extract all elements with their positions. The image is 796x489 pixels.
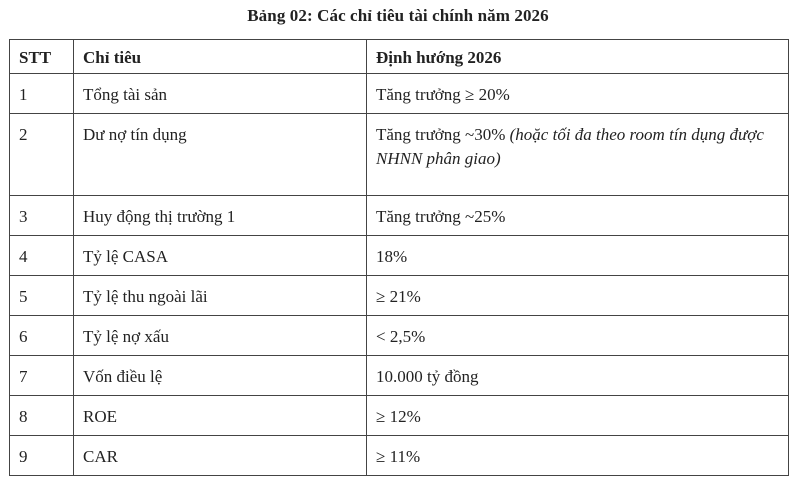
row-number: 1 (10, 74, 74, 114)
indicator-name: ROE (74, 396, 367, 436)
target-text: Tăng trưởng ~30% (376, 125, 510, 144)
target-value (367, 316, 789, 356)
target-text: Tăng trưởng ≥ 20% (376, 85, 510, 104)
indicator-name: Vốn điều lệ (74, 356, 367, 396)
target-text: 18% (376, 247, 408, 266)
row-number: 8 (10, 396, 74, 436)
row-number: 7 (10, 356, 74, 396)
indicator-name: Huy động thị trường 1 (74, 196, 367, 236)
table-row (10, 114, 789, 196)
row-number: 6 (10, 316, 74, 356)
table-header-row (10, 40, 789, 74)
table-row (10, 396, 789, 436)
target-value (367, 196, 789, 236)
target-text: 10.000 tỷ đồng (376, 367, 479, 386)
table-row (10, 74, 789, 114)
table-row (10, 196, 789, 236)
target-text: Tăng trưởng ~25% (376, 207, 506, 226)
indicator-name: Tổng tài sản (74, 74, 367, 114)
indicator-name: Dư nợ tín dụng (74, 114, 367, 196)
target-text: ≥ 12% (376, 407, 421, 426)
target-text: < 2,5% (376, 327, 426, 346)
financial-targets-table (9, 39, 789, 476)
target-value (367, 276, 789, 316)
table-caption: Bảng 02: Các chỉ tiêu tài chính năm 2026 (247, 6, 549, 25)
row-number: 9 (10, 436, 74, 476)
row-number: 4 (10, 236, 74, 276)
target-value (367, 436, 789, 476)
table-row (10, 436, 789, 476)
header-stt: STT (10, 40, 74, 74)
indicator-name: Tỷ lệ thu ngoài lãi (74, 276, 367, 316)
table-row (10, 316, 789, 356)
row-number: 2 (10, 114, 74, 196)
indicator-name: CAR (74, 436, 367, 476)
target-value (367, 356, 789, 396)
header-dinh-huong: Định hướng 2026 (367, 40, 789, 74)
target-value (367, 74, 789, 114)
target-text: ≥ 21% (376, 287, 421, 306)
table-row (10, 356, 789, 396)
target-text: ≥ 11% (376, 447, 421, 466)
indicator-name: Tỷ lệ nợ xấu (74, 316, 367, 356)
row-number: 3 (10, 196, 74, 236)
table-row (10, 276, 789, 316)
indicator-name: Tỷ lệ CASA (74, 236, 367, 276)
target-value (367, 114, 789, 196)
row-number: 5 (10, 276, 74, 316)
target-note: (hoặc tối đa theo room tín dụng được NHNN phân giao) (376, 125, 764, 168)
target-value (367, 236, 789, 276)
table-row (10, 236, 789, 276)
target-value (367, 396, 789, 436)
header-chi-tieu: Chỉ tiêu (74, 40, 367, 74)
